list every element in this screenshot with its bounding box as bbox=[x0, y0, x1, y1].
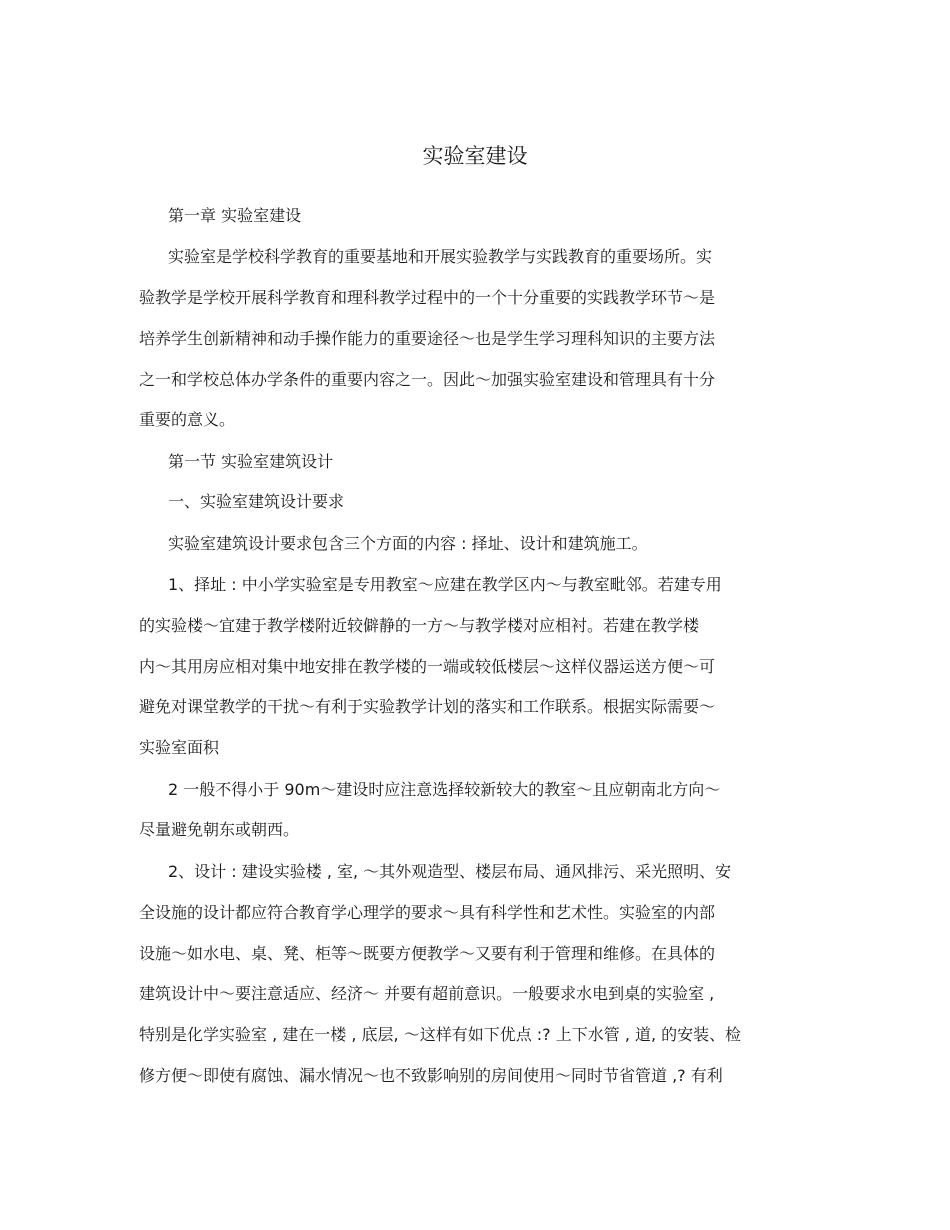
paragraph-line: 避免对课堂教学的干扰～有利于实验教学计划的落实和工作联系。根据实际需要～ bbox=[139, 697, 716, 716]
paragraph-line: 全设施的设计都应符合教育学心理学的要求～具有科学性和艺术性。实验室的内部 bbox=[139, 903, 716, 922]
section-heading: 第一节 实验室建筑设计 bbox=[168, 452, 334, 471]
paragraph-line: 修方便～即使有腐蚀、漏水情况～也不致影响别的房间使用～同时节省管道 ,? 有利 bbox=[139, 1066, 723, 1085]
paragraph-line: 建筑设计中～要注意适应、经济～ 并要有超前意识。一般要求水电到桌的实验室 , bbox=[139, 984, 715, 1003]
paragraph-line: 1、择址 : 中小学实验室是专用教室～应建在教学区内～与教室毗邻。若建专用 bbox=[168, 575, 722, 594]
paragraph-line: 验教学是学校开展科学教育和理科教学过程中的一个十分重要的实践教学环节～是 bbox=[139, 288, 716, 307]
paragraph-line: 实验室面积 bbox=[139, 738, 220, 757]
paragraph-line: 的实验楼～宜建于教学楼附近较僻静的一方～与教学楼对应相衬。若建在教学楼 bbox=[139, 616, 700, 635]
paragraph-line: 内～其用房应相对集中地安排在教学楼的一端或较低楼层～这样仪器运送方便～可 bbox=[139, 657, 716, 676]
paragraph-line: 2 一般不得小于 90m～建设时应注意选择较新较大的教室～且应朝南北方向～ bbox=[168, 780, 721, 799]
subsection-heading: 一、实验室建筑设计要求 bbox=[168, 492, 345, 511]
paragraph-line: 设施～如水电、桌、凳、柜等～既要方便教学～又要有利于管理和维修。在具体的 bbox=[139, 944, 716, 963]
document-title: 实验室建设 bbox=[422, 144, 528, 168]
paragraph-line: 培养学生创新精神和动手操作能力的重要途径～也是学生学习理科知识的主要方法 bbox=[139, 329, 716, 348]
paragraph-line: 2、设计 : 建设实验楼 , 室, ～其外观造型、楼层布局、通风排污、采光照明、安 bbox=[168, 862, 732, 881]
paragraph-line: 之一和学校总体办学条件的重要内容之一。因此～加强实验室建设和管理具有十分 bbox=[139, 370, 716, 389]
chapter-heading: 第一章 实验室建设 bbox=[168, 206, 302, 225]
paragraph-line: 重要的意义。 bbox=[139, 410, 236, 429]
paragraph-line: 实验室建筑设计要求包含三个方面的内容 : 择址、设计和建筑施工。 bbox=[168, 534, 648, 553]
paragraph-line: 实验室是学校科学教育的重要基地和开展实验教学与实践教育的重要场所。实 bbox=[168, 247, 713, 266]
paragraph-line: 尽量避免朝东或朝西。 bbox=[139, 820, 300, 839]
paragraph-line: 特别是化学实验室 , 建在一楼 , 底层, ～这样有如下优点 :? 上下水管 , 道, 的安装、检 bbox=[139, 1025, 742, 1044]
